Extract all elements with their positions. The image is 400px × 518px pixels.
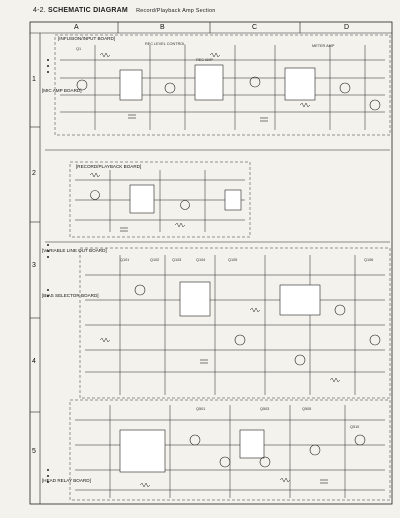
diagram-title: SCHEMATIC DIAGRAM	[48, 7, 128, 14]
component-q1: Q1	[76, 47, 82, 51]
component-q106: Q106	[364, 258, 374, 262]
amp-board-outline	[80, 248, 390, 398]
board-label-mic: [MIC AMP BOARD]	[42, 88, 82, 93]
row-label-3: 3	[32, 262, 36, 269]
component-q505: Q505	[302, 407, 312, 411]
component-q102: Q102	[150, 258, 160, 262]
diagram-number: 4-2.	[33, 7, 46, 14]
component-level-control: REC LEVEL CONTROL	[145, 42, 186, 46]
component-q503: Q503	[260, 407, 270, 411]
row-label-4: 4	[32, 358, 36, 365]
board-label-variable: [VARIABLE LINE OUT BOARD]	[42, 248, 107, 253]
board-label-head: [HEAD RELAY BOARD]	[42, 478, 91, 483]
component-meter-amp: METER AMP	[312, 44, 335, 48]
component-rec-amp: REC AMP	[196, 58, 214, 62]
column-label-a: A	[74, 24, 79, 31]
component-q510: Q510	[350, 425, 360, 429]
board-label-record: [RECORD/PLAYBACK BOARD]	[76, 164, 142, 169]
row-label-2: 2	[32, 170, 36, 177]
column-label-d: D	[344, 24, 350, 31]
row-label-5: 5	[32, 448, 36, 455]
bus-traces	[45, 60, 390, 490]
row-label-1: 1	[32, 76, 36, 83]
column-label-b: B	[160, 24, 165, 31]
board-label-infusion: [INFUSION/INPUT BOARD]	[58, 36, 116, 41]
component-q104: Q104	[196, 258, 206, 262]
connector-pins	[47, 59, 49, 483]
component-q105: Q105	[228, 258, 238, 262]
component-q103: Q103	[172, 258, 182, 262]
diagram-subtitle: Record/Playback Amp Section	[136, 8, 216, 14]
component-q501: Q501	[196, 407, 206, 411]
component-q101: Q101	[120, 258, 130, 262]
transistor-symbols	[77, 77, 380, 467]
board-label-bias: [BIAS SELECTOR BOARD]	[42, 293, 99, 298]
column-label-c: C	[252, 24, 258, 31]
